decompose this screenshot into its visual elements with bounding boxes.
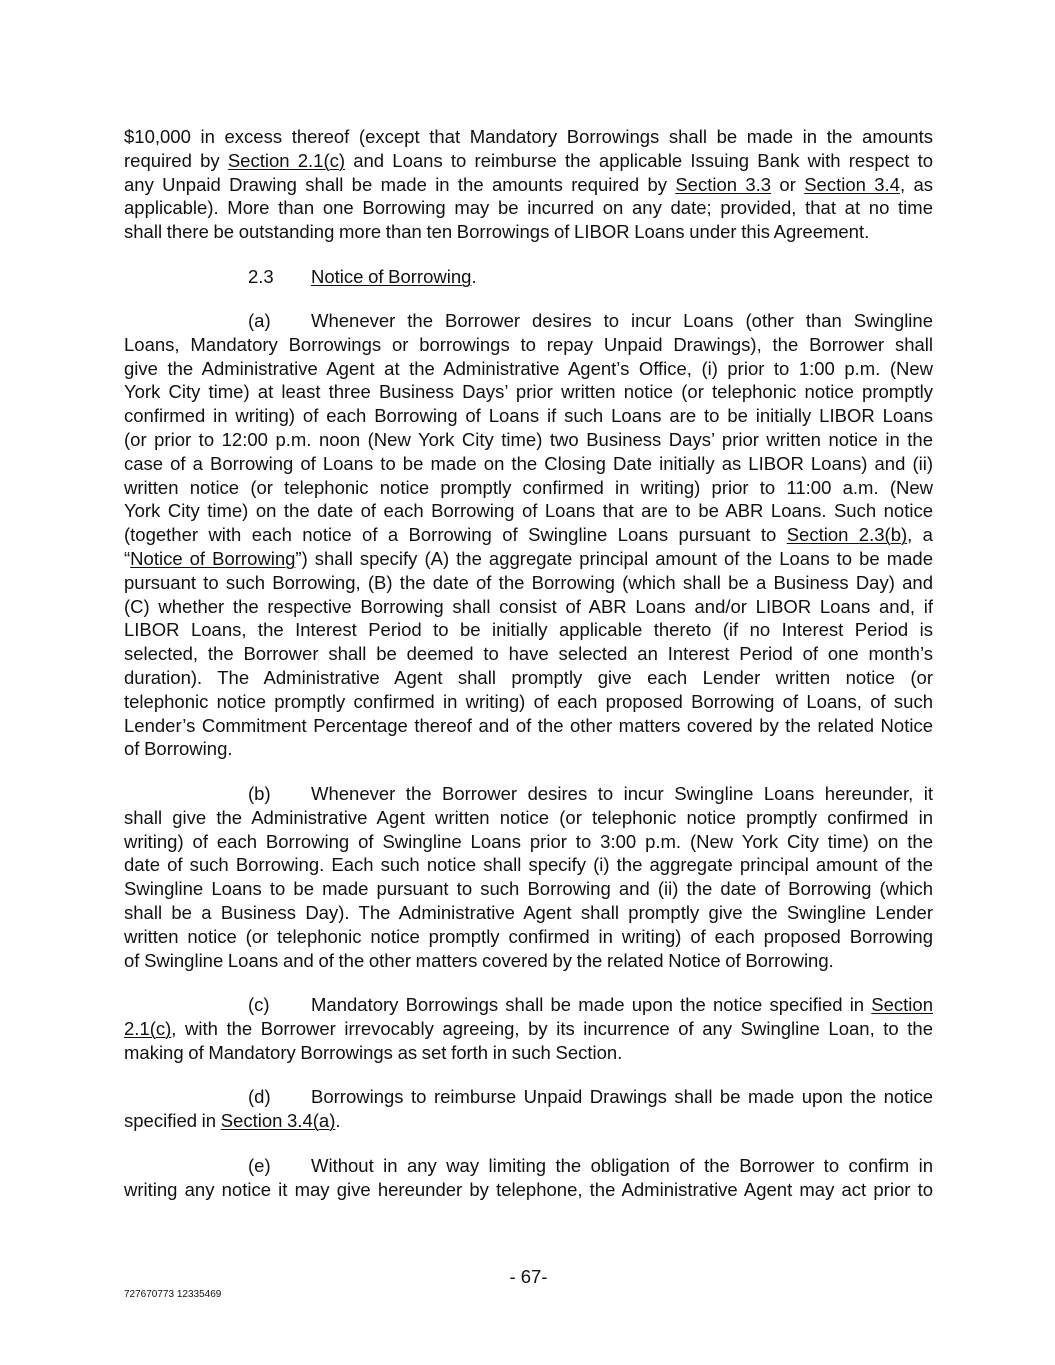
text-line [124, 173, 933, 197]
text-line [124, 452, 933, 476]
text-line [124, 404, 933, 428]
text-line [124, 925, 933, 949]
text-line [124, 149, 933, 173]
section-cross-reference: Notice of Borrowing [130, 547, 296, 569]
text-line [124, 830, 933, 854]
text-run: give the Administrative Agent at the Administrative Agent’s Office, (i) prior to 1:00 p.m. (New [124, 357, 933, 379]
section-number: 2.3 [248, 266, 274, 287]
text-run: of Swingline Loans and of the other matters covered by the related Notice of Borrowing. [124, 949, 834, 971]
section-cross-reference: Section [871, 994, 933, 1015]
section-cross-reference: Section 3.3 [675, 173, 772, 195]
text-run: York City time) on the date of each Borrowing of Loans that are to be ABR Loans. Such notice [124, 500, 933, 522]
text-line [124, 666, 933, 690]
text-run: $10,000 in excess thereof (except that Mandatory Borrowings shall be made in the amounts [124, 126, 933, 147]
text-line [124, 853, 933, 877]
subsection-label: (e) [248, 1155, 271, 1176]
text-run: Swingline Loans to be made pursuant to such Borrowing and (ii) the date of Borrowing (which [124, 878, 933, 900]
text-run: ”) shall specify (A) the aggregate principal amount of the Loans to be made [295, 547, 933, 569]
text-line [124, 618, 933, 642]
text-run: LIBOR Loans, the Interest Period to be initially applicable thereto (if no Interest Period is [124, 619, 933, 641]
page-number: - 67- [509, 1266, 548, 1287]
text-run: “ [124, 547, 131, 569]
text-run: , as [899, 173, 933, 195]
text-run: written notice (or telephonic notice promptly confirmed in writing) prior to 11:00 a.m. (New [124, 476, 933, 498]
text-line [124, 333, 933, 357]
text-run: selected, the Borrower shall be deemed to have selected an Interest Period of one month’s [124, 643, 933, 665]
text-line [124, 476, 933, 500]
subsection-label: (c) [248, 994, 270, 1015]
text-run: required by [124, 149, 228, 171]
text-line [124, 642, 933, 666]
text-line [124, 547, 933, 571]
text-run: date of such Borrowing. Each such notice shall specify (i) the aggregate principal amount of the [124, 854, 933, 876]
section-cross-reference: Section 2.3(b) [786, 524, 908, 546]
section-title-period: . [471, 266, 477, 287]
section-heading [124, 265, 933, 289]
text-run: shall be a Business Day). The Administrative Agent shall promptly give the Swingline Lender [124, 901, 933, 923]
text-run: Loans, Mandatory Borrowings or borrowings to repay Unpaid Drawings), the Borrower shall [124, 333, 933, 355]
text-line [124, 1085, 933, 1109]
text-line [124, 1109, 933, 1133]
section-cross-reference: Section 3.4(a) [220, 1109, 336, 1131]
text-run: specified in [124, 1109, 221, 1131]
text-run: shall give the Administrative Agent written notice (or telephonic notice promptly confirmed in [124, 806, 933, 828]
text-line [124, 595, 933, 619]
text-line [124, 428, 933, 452]
text-run: writing) of each Borrowing of Swingline Loans prior to 3:00 p.m. (New York City time) on the [124, 830, 933, 852]
text-run: of Borrowing. [124, 738, 233, 760]
subsection-label: (d) [248, 1086, 271, 1107]
text-line [124, 309, 933, 333]
text-run: pursuant to such Borrowing, (B) the date of the Borrowing (which shall be a Business Day) and [124, 571, 933, 593]
subsection-label: (b) [248, 783, 271, 804]
text-run: Without in any way limiting the obligation of the Borrower to confirm in [311, 1155, 933, 1176]
text-run: (together with each notice of a Borrowing of Swingline Loans pursuant to [124, 524, 787, 546]
text-line [124, 949, 933, 973]
text-run: (or prior to 12:00 p.m. noon (New York City time) two Business Days’ prior written notice in the [124, 428, 933, 450]
text-line [124, 901, 933, 925]
document-id: 727670773 12335469 [124, 1289, 222, 1300]
text-line [124, 523, 933, 547]
section-cross-reference: Section 2.1(c) [227, 149, 346, 171]
text-run: writing any notice it may give hereunder by telephone, the Administrative Agent may act prior to [124, 1178, 933, 1200]
text-run: shall there be outstanding more than ten Borrowings of LIBOR Loans under this Agreement. [124, 221, 870, 243]
text-run: duration). The Administrative Agent shall promptly give each Lender written notice (or [124, 666, 933, 688]
text-run: written notice (or telephonic notice promptly confirmed in writing) of each proposed Borrowing [124, 925, 933, 947]
subsection-e [124, 1154, 933, 1202]
subsection-b [124, 782, 933, 972]
text-line [124, 1178, 933, 1202]
text-run: Whenever the Borrower desires to incur Loans (other than Swingline [311, 310, 933, 331]
text-run: Whenever the Borrower desires to incur Swingline Loans hereunder, it [311, 783, 933, 804]
text-run: Borrowings to reimburse Unpaid Drawings shall be made upon the notice [311, 1086, 933, 1107]
text-line [124, 1017, 933, 1041]
text-line [124, 125, 933, 149]
text-run: making of Mandatory Borrowings as set forth in such Section. [124, 1041, 623, 1063]
section-cross-reference: 2.1(c) [124, 1017, 172, 1039]
subsection-d [124, 1085, 933, 1133]
text-run: , a [907, 524, 933, 546]
text-run: Lender’s Commitment Percentage thereof and of the other matters covered by the related Notice [124, 714, 933, 736]
text-line [124, 220, 933, 244]
text-line [124, 690, 933, 714]
text-run: . [335, 1109, 341, 1131]
text-run: or [771, 173, 805, 195]
text-line [124, 1154, 933, 1178]
text-run: Mandatory Borrowings shall be made upon the notice specified in [311, 994, 872, 1015]
text-run: York City time) at least three Business Days’ prior written notice (or telephonic notice promptly [124, 381, 933, 403]
text-run: , with the Borrower irrevocably agreeing, by its incurrence of any Swingline Loan, to the [171, 1017, 933, 1039]
section-title: Notice of Borrowing [311, 266, 472, 287]
text-run: confirmed in writing) of each Borrowing of Loans if such Loans are to be initially LIBOR Loans [124, 405, 933, 427]
text-line [124, 571, 933, 595]
text-line [124, 737, 933, 761]
text-line [124, 993, 933, 1017]
text-line [124, 806, 933, 830]
text-run: (C) whether the respective Borrowing shall consist of ABR Loans and/or LIBOR Loans and, if [124, 595, 933, 617]
subsection-label: (a) [248, 310, 271, 331]
text-line [124, 499, 933, 523]
text-line [124, 782, 933, 806]
intro-paragraph [124, 125, 933, 244]
subsection-c [124, 993, 933, 1064]
text-line [124, 714, 933, 738]
text-line [124, 196, 933, 220]
text-line [124, 1041, 933, 1065]
section-cross-reference: Section 3.4 [804, 173, 900, 195]
text-run: and Loans to reimburse the applicable Issuing Bank with respect to [345, 149, 934, 171]
text-line [124, 357, 933, 381]
text-line [124, 877, 933, 901]
text-run: case of a Borrowing of Loans to be made on the Closing Date initially as LIBOR Loans) and (ii) [124, 452, 933, 474]
text-run: applicable). More than one Borrowing may be incurred on any date; provided, that at no time [124, 197, 933, 219]
subsection-a [124, 309, 933, 761]
text-run: any Unpaid Drawing shall be made in the amounts required by [124, 173, 676, 195]
text-line [124, 380, 933, 404]
text-run: telephonic notice promptly confirmed in writing) of each proposed Borrowing of Loans, of such [124, 690, 933, 712]
